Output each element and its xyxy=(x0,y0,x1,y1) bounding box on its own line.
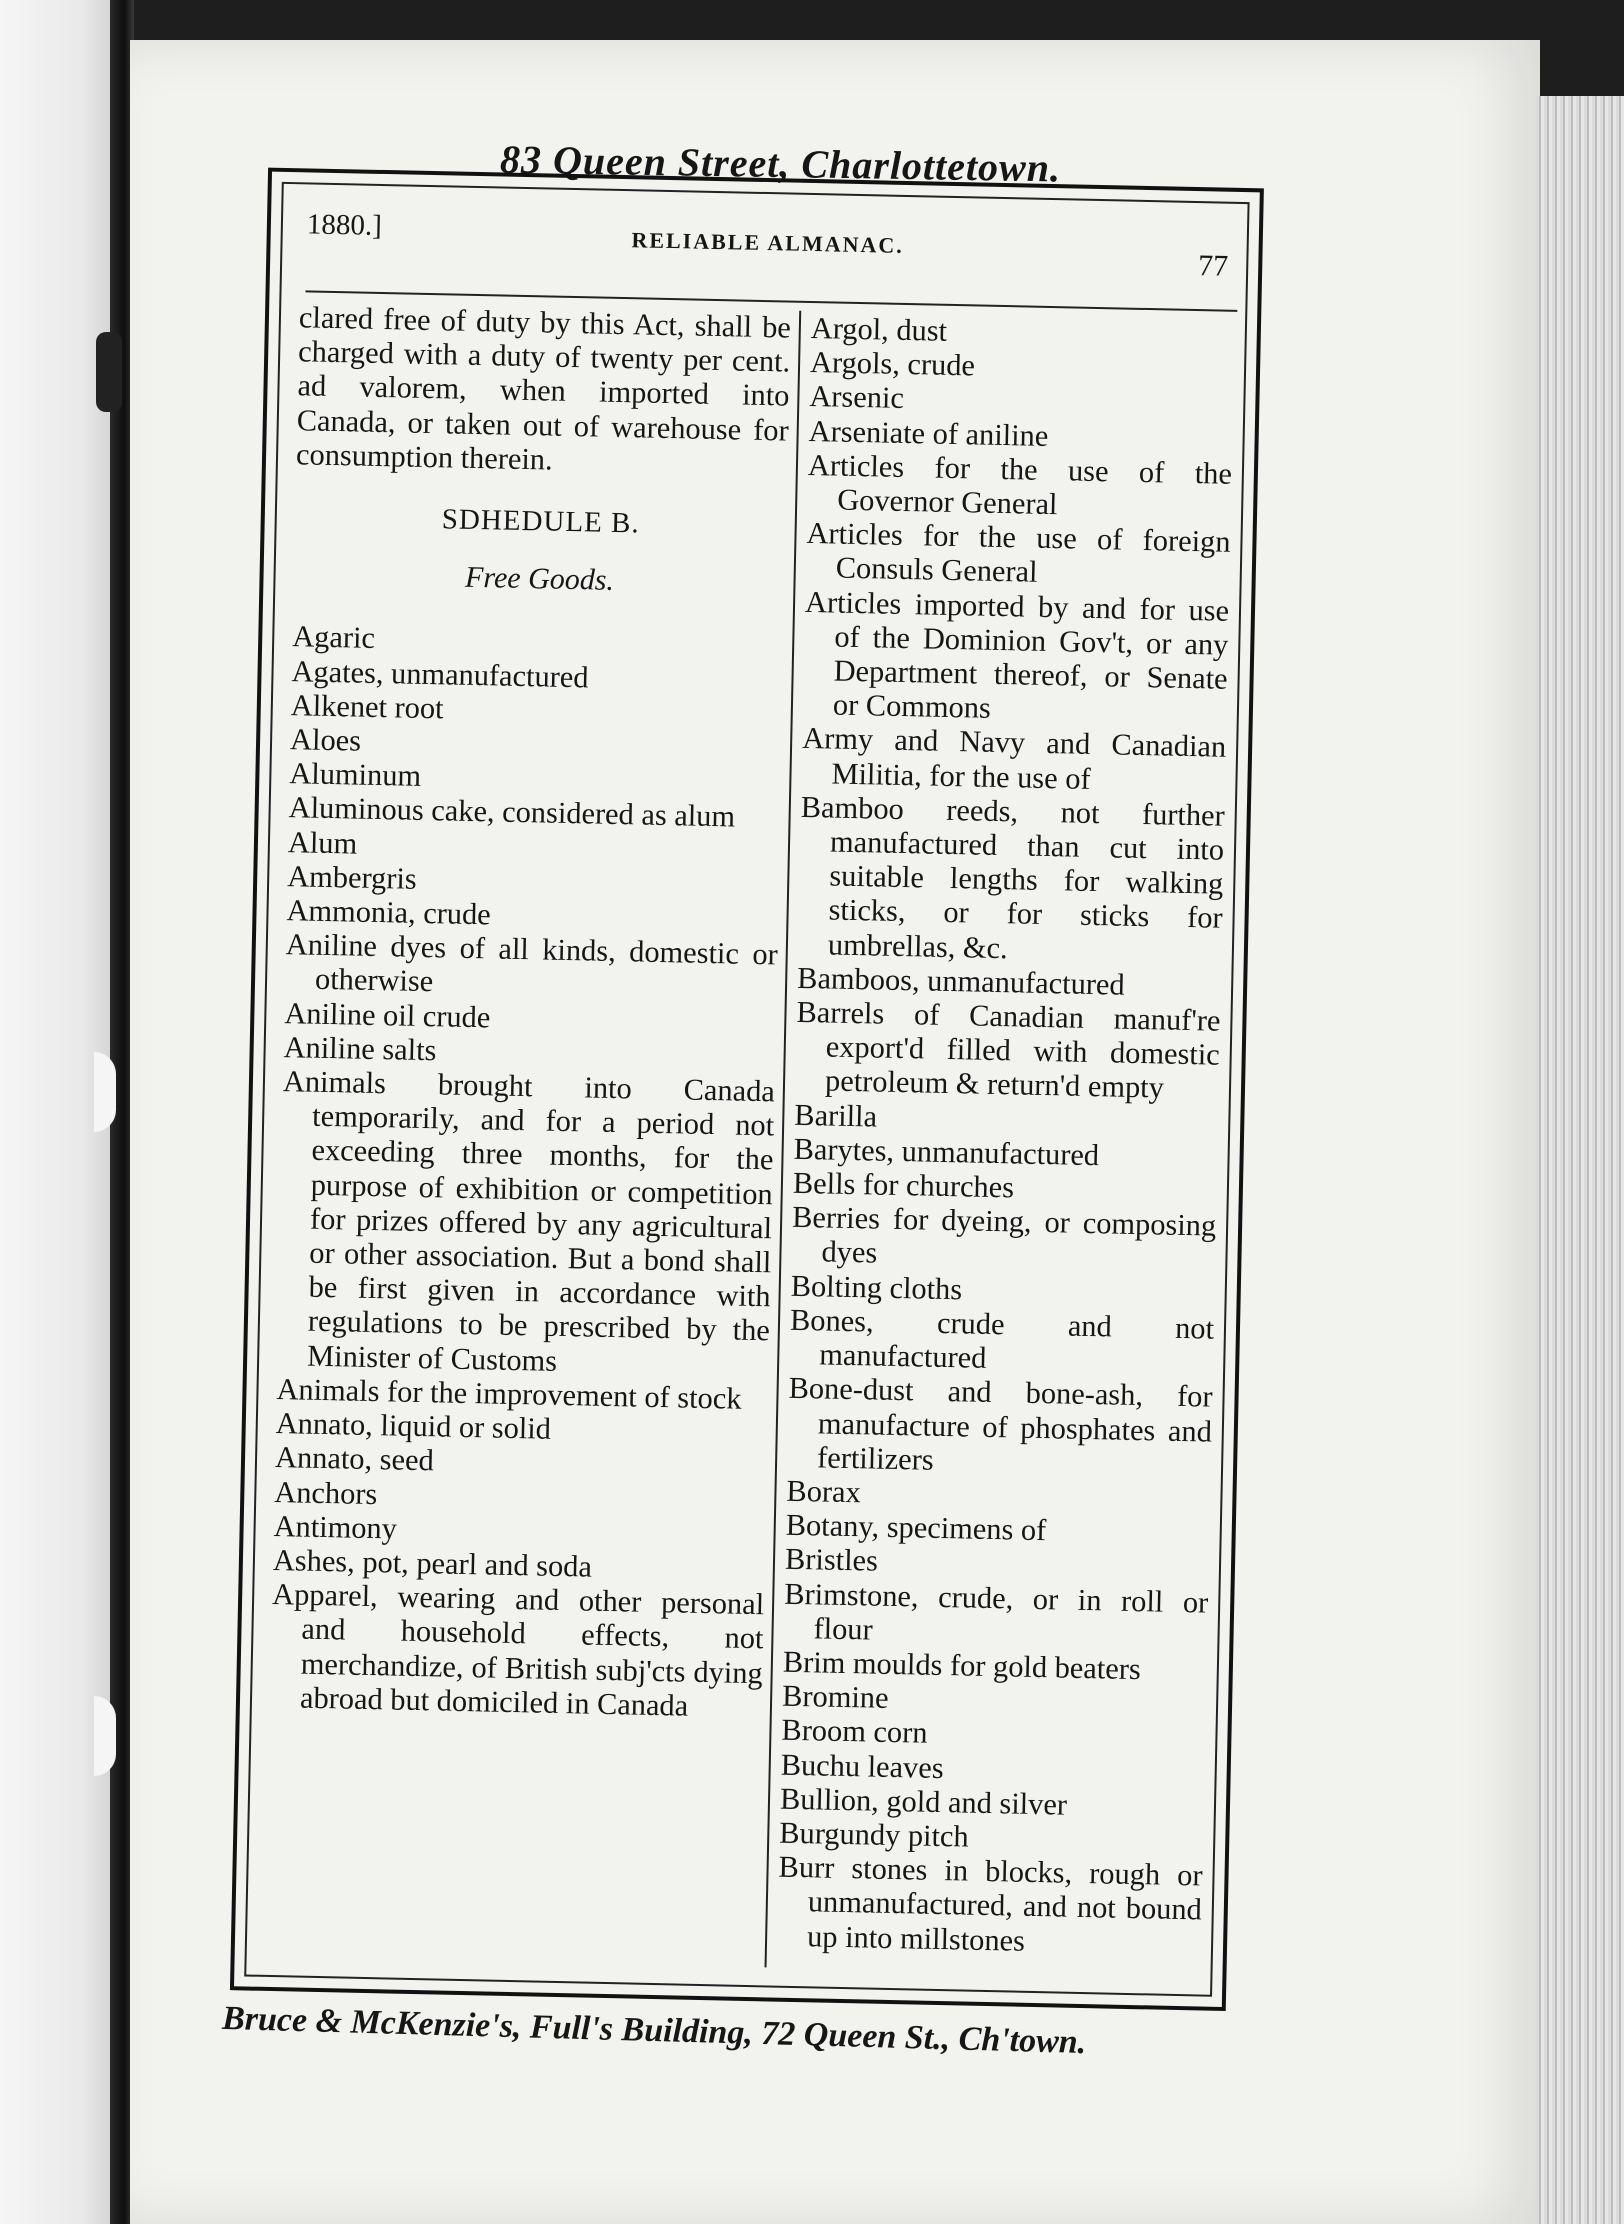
list-item: Agaric xyxy=(291,619,376,656)
right-item-list xyxy=(777,311,1235,1961)
list-item: Aniline dyes of all kinds, domestic or otherwise xyxy=(285,927,779,999)
binding-clip xyxy=(96,332,122,412)
list-item: Aniline salts xyxy=(283,1029,437,1068)
list-item: Bamboos, unmanufactured xyxy=(796,960,1126,1002)
binding-hole xyxy=(94,1052,116,1132)
list-item: Aniline oil crude xyxy=(284,995,491,1035)
list-item: Buchu leaves xyxy=(780,1747,944,1785)
list-item: Barrels of Canadian manuf're export'd filled with domestic petroleum & return'd empty xyxy=(796,994,1221,1105)
list-item: Animals for the improvement of stock xyxy=(276,1371,742,1416)
list-item: Agates, unmanufactured xyxy=(291,653,589,695)
list-item: Brim moulds for gold beaters xyxy=(782,1644,1142,1687)
list-item: Bristles xyxy=(784,1542,879,1578)
list-item: Bullion, gold and silver xyxy=(779,1781,1068,1822)
list-item: Bamboo reeds, not further manufactured than cut into suitable lengths for walking sticks, or for sticks for umbrellas, &c. xyxy=(800,789,1226,965)
list-item: Argols, crude xyxy=(809,345,976,383)
schedule-subheading: Free Goods. xyxy=(464,561,615,598)
list-item: Bromine xyxy=(781,1678,889,1716)
list-item: Ashes, pot, pearl and soda xyxy=(272,1542,593,1584)
list-item: Aluminum xyxy=(289,756,422,794)
list-item: Burr stones in blocks, rough or unmanufactured, and not bound up into millstones xyxy=(778,1849,1203,1958)
page-number: 77 xyxy=(1197,249,1229,283)
right-column xyxy=(777,311,1235,1961)
list-item: Bells for churches xyxy=(792,1165,1015,1205)
list-item: Botany, specimens of xyxy=(785,1507,1047,1548)
schedule-heading: SDHEDULE B. xyxy=(441,503,641,540)
intro-paragraph: clared free of duty by this Act, shall be charged with a duty of twenty per cent. ad valorem, when imported into Canada, or taken out of warehouse for consumption therein. xyxy=(295,300,792,477)
list-item: Annato, liquid or solid xyxy=(275,1406,552,1446)
list-item: Ambergris xyxy=(286,858,418,896)
footer-advert: Bruce & McKenzie's, Full's Building, 72 Queen St., Ch'town. xyxy=(221,1999,1087,2062)
list-item: Articles for the use of the Governor General xyxy=(807,447,1233,522)
list-item: Anchors xyxy=(274,1474,378,1511)
list-item: Articles for the use of foreign Consuls General xyxy=(806,516,1231,590)
list-item: Broom corn xyxy=(781,1712,928,1751)
list-item: Articles imported by and for use of the Dominion Gov't, or any Department thereof, or Senate or Commons xyxy=(804,584,1230,726)
left-column xyxy=(270,300,792,1724)
list-item: Alkenet root xyxy=(290,687,444,726)
left-item-list xyxy=(270,620,785,1725)
list-item: Borax xyxy=(786,1473,862,1510)
list-item: Bones, crude and not manufactured xyxy=(789,1302,1215,1375)
list-item: Apparel, wearing and other personal and household effects, not merchandize, of British subj'cts dying abroad but domiciled in Canada xyxy=(271,1577,765,1723)
list-item: Argol, dust xyxy=(810,310,948,348)
page-frame xyxy=(230,168,1264,2011)
list-item: Berries for dyeing, or composing dyes xyxy=(791,1200,1217,1271)
list-item: Arsenic xyxy=(809,379,905,416)
list-item: Animals brought into Canada temporarily, and for a period not exceeding three months, for the purpose of exhibition or competition for prizes offered by any agricultural or other association. But a bond shall be first given in accordance with regulations to be prescribed by the Minister of Customs xyxy=(282,1064,776,1378)
list-item: Alum xyxy=(287,824,358,861)
list-item: Aloes xyxy=(289,722,362,758)
page-stack-edge xyxy=(1536,96,1624,2224)
list-item: Army and Navy and Canadian Militia, for the use of xyxy=(801,721,1227,796)
list-item: Barilla xyxy=(794,1097,878,1134)
list-item: Antimony xyxy=(273,1508,398,1546)
list-item: Bone-dust and bone-ash, for manufacture of phosphates and fertilizers xyxy=(788,1371,1213,1477)
list-item: Arseniate of aniline xyxy=(808,413,1049,453)
list-item: Annato, seed xyxy=(274,1440,435,1478)
running-head: 83 Queen Street, Charlottetown. xyxy=(499,136,1062,191)
list-item: Aluminous cake, considered as alum xyxy=(288,790,736,834)
list-item: Barytes, unmanufactured xyxy=(793,1131,1100,1173)
page-year: 1880.] xyxy=(306,208,383,242)
list-item: Ammonia, crude xyxy=(286,893,492,932)
page-title: RELIABLE ALMANAC. xyxy=(631,227,905,258)
list-item: Burgundy pitch xyxy=(778,1815,970,1854)
binding-hole xyxy=(94,1696,116,1776)
list-item: Bolting cloths xyxy=(790,1268,963,1307)
list-item: Brimstone, crude, or in roll or flour xyxy=(784,1576,1209,1647)
